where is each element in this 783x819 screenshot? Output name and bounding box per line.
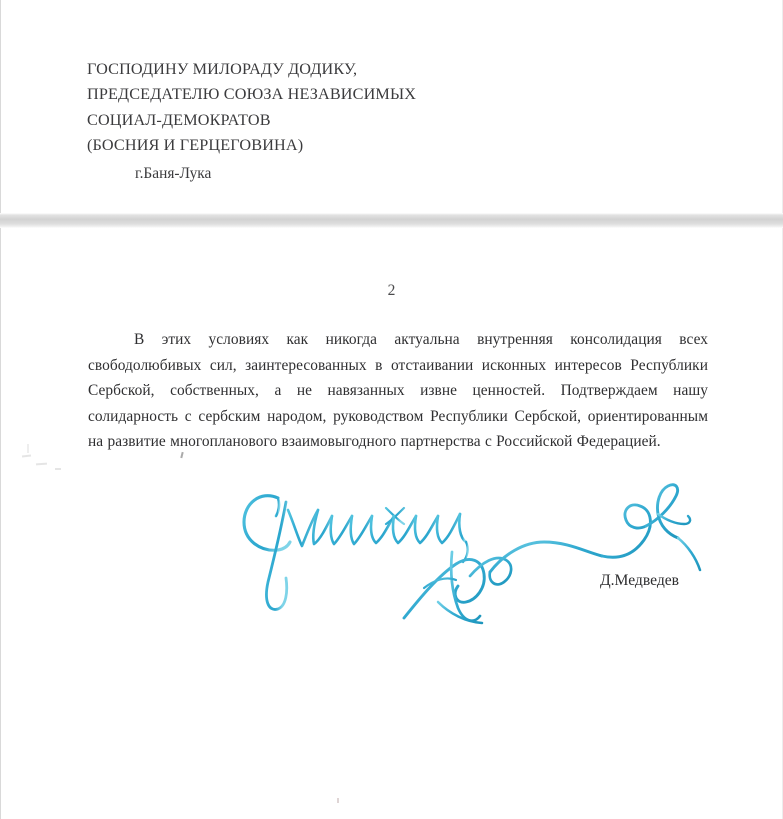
signature-block (0, 480, 783, 625)
page-number: 2 (387, 282, 396, 299)
addressee-line-2: ПРЕДСЕДАТЕЛЮ СОЮЗА НЕЗАВИСИМЫХ (87, 85, 417, 104)
signer-name: Д.Медведев (600, 572, 680, 589)
addressee-line-3: СОЦИАЛ-ДЕМОКРАТОВ (87, 110, 271, 129)
addressee-line-1: ГОСПОДИНУ МИЛОРАДУ ДОДИКУ, (87, 60, 358, 78)
body-paragraph: В этих условиях как никогда актуальна внутренняя консолидация всех свободолюбивых сил, заинтересованных в отстаивании исконных интересов Республики Сербской, собственных, а не навязанных извне ценностей. Подтверждаем нашу солидарность с сербским народом, руководством Республики Сербской, ориентированным на развитие многопланового взаимовыгодного партнерства с Российской Федерацией. (88, 331, 708, 451)
scan-artifact (27, 444, 29, 453)
addressee-block (87, 57, 647, 186)
page-separator-gap (0, 213, 783, 228)
addressee-line-4: (БОСНИЯ И ГЕРЦЕГОВИНА) (87, 136, 304, 155)
handwritten-signature-icon (238, 480, 728, 625)
addressee-city: г.Баня-Лука (135, 164, 212, 182)
scan-artifact (55, 468, 61, 470)
scan-artifact-dot (337, 798, 339, 803)
document-page-upper (0, 0, 783, 213)
